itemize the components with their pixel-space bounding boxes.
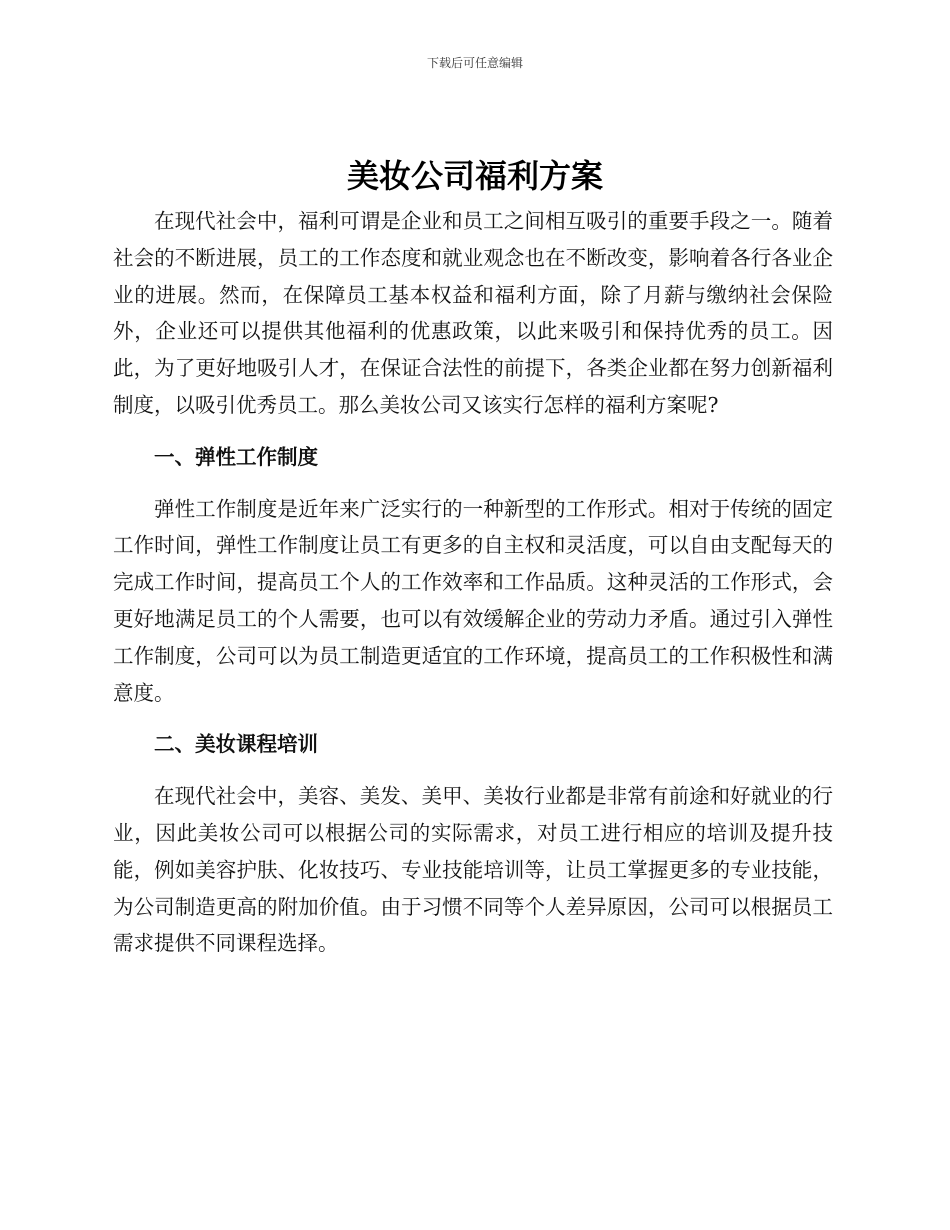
intro-paragraph: 在现代社会中，福利可谓是企业和员工之间相互吸引的重要手段之一。随着社会的不断进展，员工的工作态度和就业观念也在不断改变，影响着各行各业企业的进展。然而，在保障员工基本权益和福利方面，除了月薪与缴纳社会保险外，企业还可以提供其他福利的优惠政策，以此来吸引和保持优秀的员工。因此，为了更好地吸引人才，在保证合法性的前提下，各类企业都在努力创新福利制度，以吸引优秀员工。那么美妆公司又该实行怎样的福利方案呢? — [113, 209, 833, 417]
header-note: 下载后可任意编辑 — [426, 56, 523, 70]
document-title: 美妆公司福利方案 — [346, 157, 603, 195]
spacer — [113, 424, 833, 439]
section-heading-2: 二、美妆课程培训 — [154, 732, 318, 757]
section-body-2: 在现代社会中，美容、美发、美甲、美妆行业都是非常有前途和好就业的行业，因此美妆公司可以根据公司的实际需求，对员工进行相应的培训及提升技能，例如美容护肤、化妆技巧、专业技能培训等，让员工掌握更多的专业技能，为公司制造更高的附加价值。由于习惯不同等个人差异原因，公司可以根据员工需求提供不同课程选择。 — [113, 784, 833, 956]
document-body — [113, 203, 833, 962]
spacer — [113, 711, 833, 726]
section-heading-1: 一、弹性工作制度 — [154, 444, 318, 469]
section-body-1: 弹性工作制度是近年来广泛实行的一种新型的工作形式。相对于传统的固定工作时间，弹性工作制度让员工有更多的自主权和灵活度，可以自由支配每天的完成工作时间，提高员工个人的工作效率和工作品质。这种灵活的工作形式，会更好地满足员工的个人需要，也可以有效缓解企业的劳动力矛盾。通过引入弹性工作制度，公司可以为员工制造更适宜的工作环境，提高员工的工作积极性和满意度。 — [113, 496, 833, 705]
spacer — [113, 476, 833, 491]
spacer — [113, 763, 833, 778]
